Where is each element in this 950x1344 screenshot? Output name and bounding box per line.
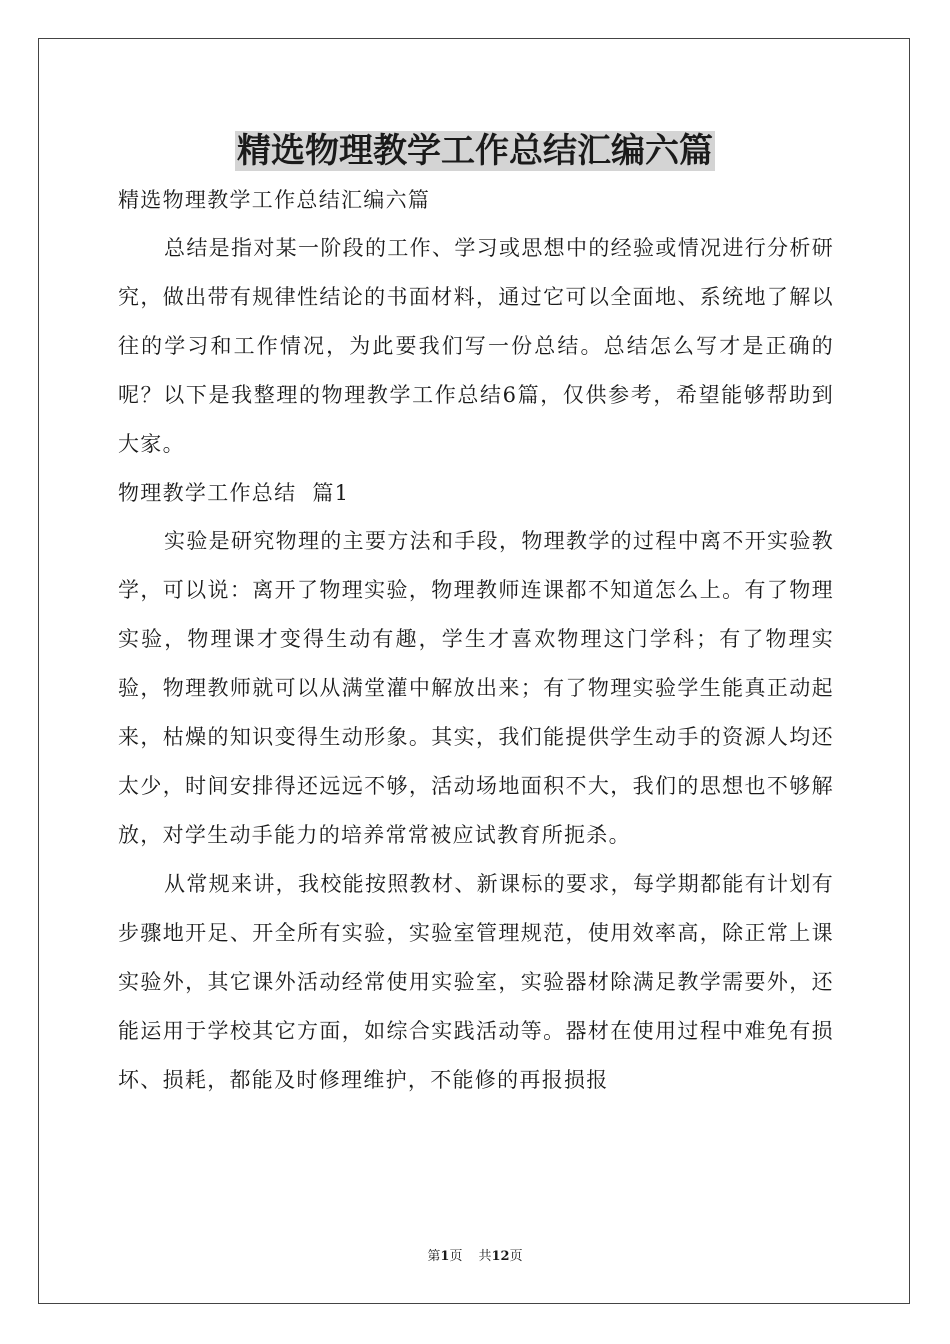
total-suffix: 页 — [509, 1249, 523, 1264]
document-subtitle: 精选物理教学工作总结汇编六篇 — [118, 188, 431, 212]
body-paragraph-2: 从常规来讲，我校能按照教材、新课标的要求，每学期都能有计划有步骤地开足、开全所有实验，实验室管理规范，使用效率高，除正常上课实验外，其它课外活动经常使用实验室，实验器材除满足教学需要外，还能运用于学校其它方面，如综合实践活动等。器材在使用过程中难免有损坏、损耗，都能及时修理维护，不能修的再报损报 — [118, 872, 834, 1092]
page-current: 1 — [440, 1249, 450, 1264]
page-prefix: 第 — [427, 1249, 441, 1264]
document-title — [0, 126, 950, 176]
total-prefix: 共 — [478, 1249, 492, 1264]
page-suffix: 页 — [449, 1249, 463, 1264]
document-title-text: 精选物理教学工作总结汇编六篇 — [237, 131, 713, 171]
section-heading: 物理教学工作总结 篇1 — [118, 481, 350, 505]
page-total: 12 — [491, 1249, 510, 1264]
body-paragraph-1: 实验是研究物理的主要方法和手段，物理教学的过程中离不开实验教学，可以说：离开了物理实验，物理教师连课都不知道怎么上。有了物理实验，物理课才变得生动有趣，学生才喜欢物理这门学科；有了物理实验，物理教师就可以从满堂灌中解放出来；有了物理实验学生能真正动起来，枯燥的知识变得生动形象。其实，我们能提供学生动手的资源人均还太少，时间安排得还远远不够，活动场地面积不大，我们的思想也不够解放，对学生动手能力的培养常常被应试教育所扼杀。 — [118, 529, 834, 847]
document-body — [118, 176, 834, 1105]
page-footer — [0, 1248, 950, 1266]
intro-paragraph: 总结是指对某一阶段的工作、学习或思想中的经验或情况进行分析研究，做出带有规律性结论的书面材料，通过它可以全面地、系统地了解以往的学习和工作情况，为此要我们写一份总结。总结怎么写才是正确的呢？以下是我整理的物理教学工作总结6篇，仅供参考，希望能够帮助到大家。 — [118, 236, 834, 456]
